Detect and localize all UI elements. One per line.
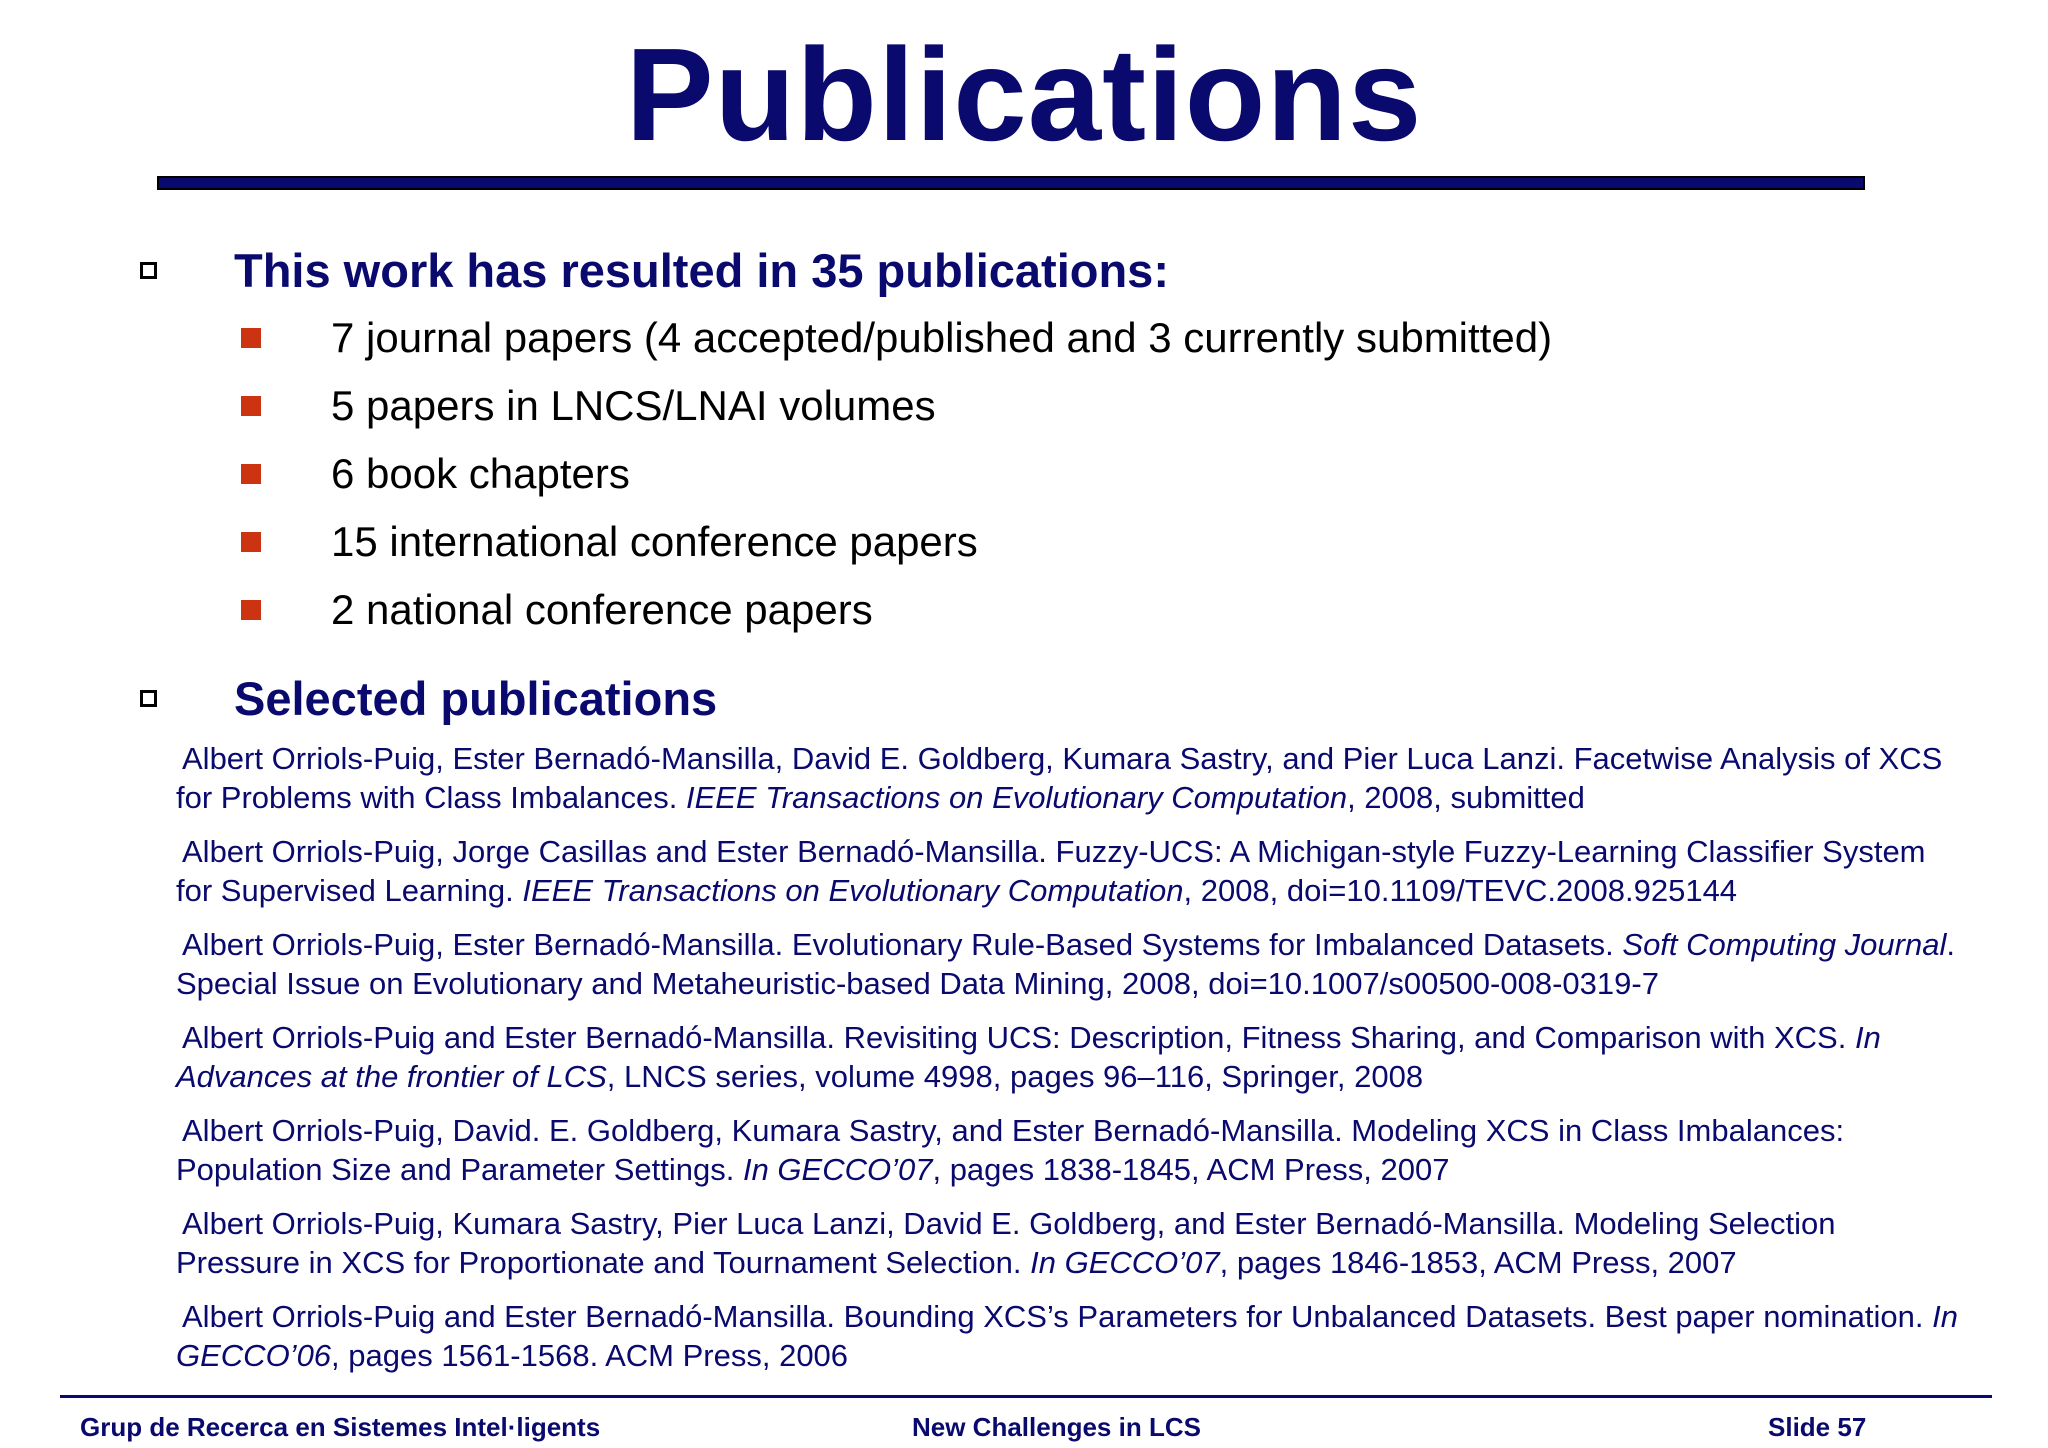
publication-details: , pages 1561-1568. ACM Press, 2006 [331, 1338, 849, 1373]
filled-square-bullet-icon [241, 464, 261, 484]
publication-authors-title: Albert Orriols-Puig, Ester Bernadó-Mansilla, David E. Goldberg, Kumara Sastry, and Pier Luca Lanzi. Facetwise Analysis of XCS for Problems with Class Imbalances. [176, 741, 1943, 815]
summary-item [241, 446, 630, 502]
publication-list [176, 739, 1966, 1390]
publication-venue: In GECCO’07 [742, 1152, 933, 1187]
summary-item-text: 15 international conference papers [331, 518, 978, 565]
publication-details: , 2008, submitted [1347, 780, 1585, 815]
slide-title: Publications [625, 21, 1423, 168]
publication-details: , pages 1838-1845, ACM Press, 2007 [932, 1152, 1450, 1187]
filled-square-bullet-icon [241, 532, 261, 552]
summary-item-text: 6 book chapters [331, 450, 630, 497]
summary-bullet [140, 240, 1169, 300]
hollow-square-bullet-icon [140, 690, 157, 707]
publication-details: . Special Issue on Evolutionary and Metaheuristic-based Data Mining, 2008, doi=10.1007/s00500-008-0319-7 [176, 927, 1955, 1001]
publication-entry [176, 1111, 1966, 1189]
publication-authors-title: Albert Orriols-Puig, Ester Bernadó-Mansilla. Evolutionary Rule-Based Systems for Imbalanced Datasets. [182, 927, 1623, 962]
summary-item-text: 2 national conference papers [331, 586, 873, 633]
publication-details: , pages 1846-1853, ACM Press, 2007 [1219, 1245, 1737, 1280]
filled-square-bullet-icon [241, 328, 261, 348]
title-underline [157, 176, 1865, 190]
selected-bullet [140, 668, 717, 728]
slide-number: Slide 57 [1768, 1412, 1867, 1442]
publication-details: , 2008, doi=10.1109/TEVC.2008.925144 [1183, 873, 1738, 908]
publication-authors-title: Albert Orriols-Puig and Ester Bernadó-Mansilla. Revisiting UCS: Description, Fitness Sharing, and Comparison with XCS. [182, 1020, 1855, 1055]
publication-venue: In Advances at the frontier of LCS [176, 1020, 1881, 1094]
publication-entry [176, 1297, 1966, 1375]
publication-venue: In GECCO’06 [176, 1299, 1958, 1373]
publication-authors-title: Albert Orriols-Puig, Kumara Sastry, Pier Luca Lanzi, David E. Goldberg, and Ester Bernadó-Mansilla. Modeling Selection Pressure in XCS for Proportionate and Tournament Selection. [176, 1206, 1836, 1280]
footer-organization: Grup de Recerca en Sistemes Intel·ligents [80, 1412, 601, 1442]
publication-venue: IEEE Transactions on Evolutionary Computation [522, 873, 1184, 908]
summary-item [241, 514, 978, 570]
summary-item-text: 5 papers in LNCS/LNAI volumes [331, 382, 936, 429]
publication-authors-title: Albert Orriols-Puig, David. E. Goldberg, Kumara Sastry, and Ester Bernadó-Mansilla. Modeling XCS in Class Imbalances: Population Size and Parameter Settings. [176, 1113, 1845, 1187]
publication-venue: Soft Computing Journal [1622, 927, 1947, 962]
publication-venue: IEEE Transactions on Evolutionary Computation [685, 780, 1348, 815]
footer-talk-title: New Challenges in LCS [912, 1412, 1201, 1442]
selected-heading: Selected publications [234, 671, 718, 725]
hollow-square-bullet-icon [140, 262, 157, 279]
summary-item [241, 582, 873, 638]
publication-venue: In GECCO’07 [1030, 1245, 1220, 1280]
publication-entry [176, 832, 1966, 910]
publication-authors-title: Albert Orriols-Puig and Ester Bernadó-Mansilla. Bounding XCS’s Parameters for Unbalanced Datasets. Best paper nomination. [182, 1299, 1933, 1334]
summary-item [241, 378, 936, 434]
filled-square-bullet-icon [241, 396, 261, 416]
summary-item-text: 7 journal papers (4 accepted/published and 3 currently submitted) [331, 314, 1553, 361]
publication-entry [176, 739, 1966, 817]
footer-divider [60, 1395, 1992, 1398]
filled-square-bullet-icon [241, 600, 261, 620]
summary-heading: This work has resulted in 35 publications: [234, 243, 1169, 297]
publication-entry [176, 1018, 1966, 1096]
publication-details: , LNCS series, volume 4998, pages 96–116, Springer, 2008 [606, 1059, 1424, 1094]
publication-entry [176, 1204, 1966, 1282]
publication-authors-title: Albert Orriols-Puig, Jorge Casillas and Ester Bernadó-Mansilla. Fuzzy-UCS: A Michigan-style Fuzzy-Learning Classifier System for Supervised Learning. [176, 834, 1926, 908]
publication-entry [176, 925, 1966, 1003]
summary-item [241, 310, 1552, 366]
